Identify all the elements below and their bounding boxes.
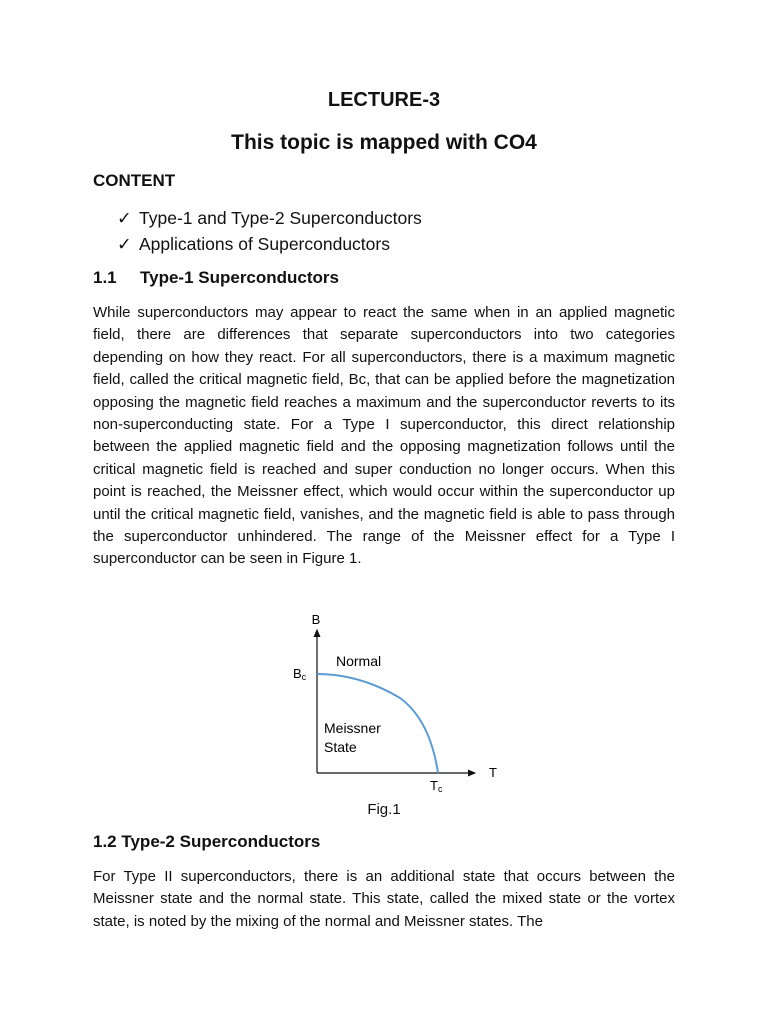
list-item-label: Applications of Superconductors [139, 234, 390, 254]
list-item [117, 205, 422, 231]
figure-caption: Fig.1 [367, 801, 401, 818]
critical-field-figure [280, 610, 520, 800]
topic-mapping-title: This topic is mapped with CO4 [231, 131, 537, 154]
section-title: Type-1 Superconductors [140, 268, 339, 287]
y-axis-label: B [311, 612, 321, 627]
paragraph-type1: While superconductors may appear to react the same when in an applied magnetic field, there are differences that separate superconductors into two categories depending on how they react. For all superconductors, there is a maximum magnetic field, called the critical magnetic field, Bc, that can be applied before the magnetization opposing the magnetic field reaches a maximum and the superconductor reverts to its non-superconducting state. For a Type I superconductor, this direct relationship between the applied magnetic field and the opposing magnetization follows until the critical magnetic field is reached and super conduction no longer occurs. When this point is reached, the Meissner effect, which would occur within the superconductor up until the critical magnetic field, vanishes, and the magnetic field is able to pass through the superconductor unhindered. The range of the Meissner effect for a Type I superconductor can be seen in Figure 1. [93, 304, 675, 568]
section-number: 1.1 [93, 268, 117, 287]
state-region-label: State [324, 739, 357, 755]
checkmark-icon: ✓ [117, 234, 132, 254]
content-list [117, 205, 422, 257]
meissner-region-label: Meissner [324, 720, 381, 736]
list-item [117, 231, 422, 257]
section-heading-type2: 1.2 Type-2 Superconductors [93, 832, 321, 851]
bc-label: Bc [293, 666, 307, 682]
tc-label: Tc [430, 778, 443, 794]
lecture-title: LECTURE-3 [327, 89, 441, 111]
normal-region-label: Normal [336, 653, 382, 669]
content-heading: CONTENT [93, 171, 176, 190]
checkmark-icon: ✓ [117, 208, 132, 228]
list-item-label: Type-1 and Type-2 Superconductors [139, 208, 422, 228]
x-axis-label: T [489, 765, 497, 780]
paragraph-type2: For Type II superconductors, there is an additional state that occurs between the Meissner state and the normal state. This state, called the mixed state or the vortex state, is noted by the mixing of the normal and Meissner states. The [93, 868, 675, 930]
section-heading-type1 [93, 268, 339, 288]
